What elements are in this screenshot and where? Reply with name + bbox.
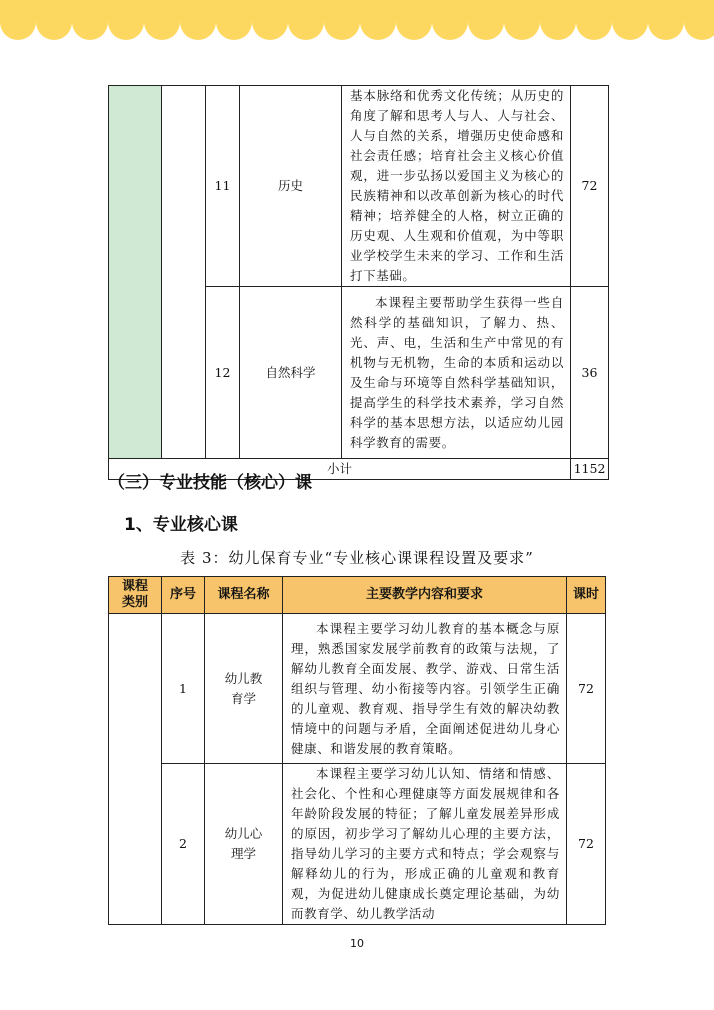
course-name: 自然科学 (240, 287, 342, 459)
course-description: 本课程主要帮助学生获得一些自然科学的基础知识，了解力、热、光、声、电，生活和生产中常见的有机物与无机物，生命的本质和运动以及生命与环境等自然科学基础知识，提高学生的科学技术素养，学习自然科学的基本思想方法，以适应幼儿园科学教育的需要。 (342, 287, 571, 459)
header-hours: 课时 (567, 577, 606, 614)
page-number: 10 (350, 937, 364, 950)
subcategory-cell (162, 86, 206, 459)
table-2-continued (108, 85, 609, 480)
table-row (109, 86, 609, 287)
course-description: 基本脉络和优秀文化传统；从历史的角度了解和思考人与人、人与社会、人与自然的关系，增强历史使命感和社会责任感；培育社会主义核心价值观，进一步弘扬以爱国主义为核心的民族精神和以改革创新为核心的时代精神；培养健全的人格，树立正确的历史观、人生观和价值观，为中等职业学校学生未来的学习、工作和生活打下基础。 (342, 86, 571, 287)
row-number: 12 (206, 287, 240, 459)
table-3 (108, 576, 606, 925)
table-row (109, 614, 606, 764)
course-name: 幼儿心理学 (205, 764, 283, 925)
header-content: 主要教学内容和要求 (283, 577, 567, 614)
section-heading: （三）专业技能（核心）课 (108, 473, 312, 493)
table-header-row (109, 577, 606, 614)
course-name: 幼儿教育学 (205, 614, 283, 764)
course-name: 历史 (240, 86, 342, 287)
header-category: 课程类别 (109, 577, 162, 614)
row-number: 11 (206, 86, 240, 287)
course-hours: 72 (567, 764, 606, 925)
course-description: 本课程主要学习幼儿认知、情绪和情感、社会化、个性和心理健康等方面发展规律和各年龄阶段发展的特征；了解儿童发展差异形成的原因，初步学习了解幼儿心理的主要方法，指导幼儿学习的主要方式和特点；学会观察与解释幼儿的行为，形成正确的儿童观和教育观，为促进幼儿健康成长奠定理论基础，为幼而教育学、幼儿教学活动 (283, 764, 567, 925)
scallop-border-decoration (0, 0, 714, 50)
course-hours: 72 (567, 614, 606, 764)
subtotal-value: 1152 (571, 459, 609, 480)
header-no: 序号 (162, 577, 205, 614)
header-name: 课程名称 (205, 577, 283, 614)
course-hours: 72 (571, 86, 609, 287)
table-caption: 表 3：幼儿保育专业“专业核心课课程设置及要求” (180, 549, 534, 567)
category-cell (109, 614, 162, 925)
row-number: 2 (162, 764, 205, 925)
table-row (109, 764, 606, 925)
row-number: 1 (162, 614, 205, 764)
sub-heading: 1、专业核心课 (124, 515, 238, 535)
subtotal-label: 小计 (109, 459, 571, 480)
category-cell (109, 86, 162, 459)
course-hours: 36 (571, 287, 609, 459)
course-description: 本课程主要学习幼儿教育的基本概念与原理，熟悉国家发展学前教育的政策与法规，了解幼儿教育全面发展、教学、游戏、日常生活组织与管理、幼小衔接等内容。引领学生正确的儿童观、教育观、指导学生有效的解决幼教情境中的问题与矛盾，全面阐述促进幼儿身心健康、和谐发展的教育策略。 (283, 614, 567, 764)
